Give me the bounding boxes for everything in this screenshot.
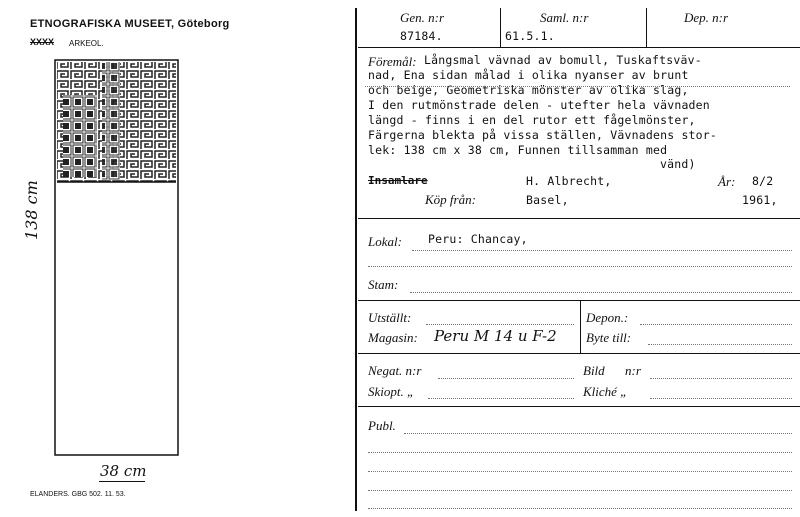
- depon-label: Depon.:: [586, 310, 629, 325]
- museum-name: ETNOGRAFISKA MUSEET, Göteborg: [30, 18, 230, 30]
- foremal-line-3: och beige, Geometriska mönster av olika slag,: [368, 83, 689, 97]
- stam-label: Stam:: [368, 277, 399, 292]
- kop-fran-label: Köp från:: [425, 192, 476, 207]
- struck-code: XXXX: [30, 37, 55, 47]
- ar-value: 8/2: [752, 174, 774, 188]
- foremal-line-8: vänd): [660, 157, 696, 171]
- struck-collector-label: Insamlare: [368, 174, 428, 187]
- seller-value: H. Albrecht,: [526, 174, 612, 188]
- card-divider: [355, 8, 357, 511]
- width-note: 38 cm: [100, 462, 147, 480]
- skiopt-label: Skiopt. „: [368, 384, 415, 399]
- foremal-line-2: nad, Ena sidan målad i olika nyanser av brunt: [368, 68, 689, 82]
- magasin-value: Peru M 14 u F-2: [434, 327, 557, 345]
- foremal-line-5: längd - finns i en del rutor ett fågelmönster,: [368, 113, 696, 127]
- bild-label: Bild: [583, 363, 605, 378]
- foremal-label: Föremål:: [368, 54, 417, 69]
- lokal-label: Lokal:: [368, 234, 402, 249]
- foremal-line-4: I den rutmönstrade delen - utefter hela vävnaden: [368, 98, 710, 112]
- saml-nr-value: 61.5.1.: [505, 29, 555, 43]
- lokal-value: Peru: Chancay,: [428, 232, 528, 246]
- year-value: 1961,: [742, 193, 778, 207]
- utstallt-label: Utställt:: [368, 310, 412, 325]
- kliche-label: Kliché „: [583, 384, 628, 399]
- foremal-line-1: Långsmal vävnad av bomull, Tuskaftsväv-: [424, 53, 702, 67]
- printer-imprint: ELANDERS. GBG 502. 11. 53.: [30, 491, 126, 498]
- byte-till-label: Byte till:: [586, 330, 632, 345]
- dep-nr-label: Dep. n:r: [684, 10, 729, 25]
- kop-fran-value: Basel,: [526, 193, 569, 207]
- ar-label: År:: [718, 174, 736, 189]
- publ-label: Publ.: [368, 418, 396, 433]
- gen-nr-value: 87184.: [400, 29, 443, 43]
- foremal-line-6: Färgerna blekta på vissa ställen, Vävnadens stor-: [368, 128, 718, 142]
- negat-label: Negat. n:r: [368, 363, 422, 378]
- bild-nr-label: n:r: [625, 363, 641, 378]
- foremal-line-7: lek: 138 cm x 38 cm, Funnen tillsamman med: [368, 143, 668, 157]
- object-sketch: [0, 0, 350, 517]
- checker-panel: [63, 95, 97, 177]
- saml-nr-label: Saml. n:r: [540, 10, 589, 25]
- height-note: 138 cm: [22, 180, 41, 240]
- gen-nr-label: Gen. n:r: [400, 10, 445, 25]
- magasin-label: Magasin:: [368, 330, 418, 345]
- department-label: ARKEOL.: [69, 39, 104, 48]
